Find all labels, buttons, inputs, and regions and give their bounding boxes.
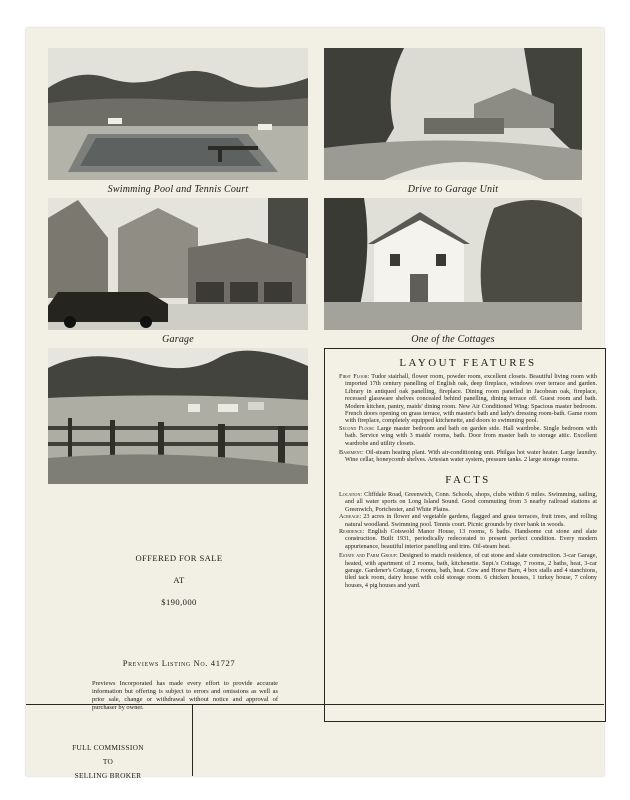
- listing-number: Previews Listing No. 41727: [122, 658, 236, 668]
- first-floor-text: : Tudor stairhall, flower room, powder room, excellent closets. Beautiful living room with imported 17th century panelling of English oak, deep fireplace, windows over terrace and garden. Library in antiqued oak panelling, fireplace. Dining room panelled in Jacobean oak, fireplace, recessed glassware shelves concealed behind panelling, dining terrace off. Guest room and bath. Modern kitchen, pantry, maids' dining room. New Air Conditioned Wing: Spacious master bedroom. French doors opening on grass terrace, with master's bath and lady's dressing room-bath. Game room with fireplace, completely equipped kitchenette, and doors to swimming pool.: [345, 373, 597, 425]
- first-floor-label: First Floor: [339, 373, 368, 380]
- brochure-page: [26, 28, 604, 780]
- offer-heading: OFFERED FOR SALE: [135, 553, 223, 563]
- location-text: : Cliffdale Road, Greenwich, Conn. Schools, shops, clubs within 6 miles. Swimming, sailing, and all water sports on Long Island Sound. Good commuting from 3 nearby railroad stations at Greenwich, Portchester, and White Plains.: [345, 490, 597, 513]
- features-panel: [324, 348, 606, 722]
- second-floor-text: : Large master bedroom and bath on garden side. Hall wardrobe. Single bedroom with bath. Service wing with 3 maids' rooms, bath. Door from master bath to storage attic. Excellent wardrobe and utility closets.: [345, 424, 597, 447]
- garage-caption: Garage: [162, 334, 194, 345]
- second-floor-label: Second Floor: [339, 424, 373, 432]
- estate-paragraph: [339, 552, 597, 589]
- layout-features-heading: LAYOUT FEATURES: [399, 357, 537, 369]
- commission-line-3: SELLING BROKER: [74, 771, 142, 780]
- farm-photo: [48, 348, 308, 484]
- cottage-caption: One of the Cottages: [411, 334, 495, 345]
- garage-photo: [48, 198, 308, 330]
- residence-text: : English Cotswold Manor House, 13 rooms, 6 baths. Handsome cut stone and slate construction. Built 1931, periodically redecorated to present perfect condition. Every modern appurtenance, beautiful interior panelling and trim. Oil-steam heat.: [345, 527, 597, 550]
- facts-heading: FACTS: [445, 473, 491, 486]
- acreage-text: : 23 acres in flower and vegetable gardens, flagged and grass terraces, fruit trees, and rolling natural woodland. Swimming pool. Tennis court. Picnic grounds by river bank in woods.: [345, 513, 597, 528]
- bottom-divider: [192, 704, 193, 776]
- basement-label: Basement: [339, 449, 363, 457]
- pool-caption: Swimming Pool and Tennis Court: [107, 184, 249, 195]
- estate-text: : Designed to match residence, of cut stone and slate construction. 3-car Garage, heated, with apartment of 2 rooms, bath, kitchenette. Supt.'s Cottage, 7 rooms, 2 baths, heat, 3-car garage. Gardener's Cottage, 6 rooms, bath, heat. Cow and Horse Barn, 4 box stalls and 4 stanchions, tiled tack room, dairy house with cold storage room. 6 chicken houses, 1 turkey house, 7 colony houses, 4 pig houses and yard.: [345, 552, 597, 589]
- drive-caption: Drive to Garage Unit: [407, 184, 499, 195]
- residence-paragraph: [339, 528, 597, 550]
- disclaimer-text: Previews Incorporated has made every effort to provide accurate information but offering is subject to errors and omissions as well as prior sale, change or withdrawal without notice and approval of purchaser by owner.: [92, 680, 278, 711]
- basement-paragraph: [339, 449, 597, 464]
- acreage-paragraph: [339, 513, 597, 528]
- basement-text: : Oil-steam heating plant. With air-conditioning unit. Philgas hot water heater. Large laundry. Wine cellar, honeycomb shelves. Artesian water system, pressure tanks. 2 large storage rooms.: [345, 449, 597, 464]
- acreage-label: Acreage: [339, 513, 360, 521]
- cottage-photo: [324, 198, 582, 330]
- residence-label: Residence: [339, 527, 363, 535]
- location-label: Location: [339, 490, 361, 498]
- estate-label: Estate and Farm Group: [339, 552, 397, 560]
- commission-line-1: FULL COMMISSION: [72, 743, 144, 752]
- offer-at: AT: [173, 575, 185, 585]
- first-floor-paragraph: [339, 373, 597, 425]
- offer-price: $190,000: [161, 597, 197, 607]
- second-floor-paragraph: [339, 425, 597, 447]
- drive-photo: [324, 48, 582, 180]
- pool-photo: [48, 48, 308, 180]
- location-paragraph: [339, 491, 597, 513]
- commission-line-2: TO: [102, 757, 114, 766]
- commission-block: [48, 741, 168, 783]
